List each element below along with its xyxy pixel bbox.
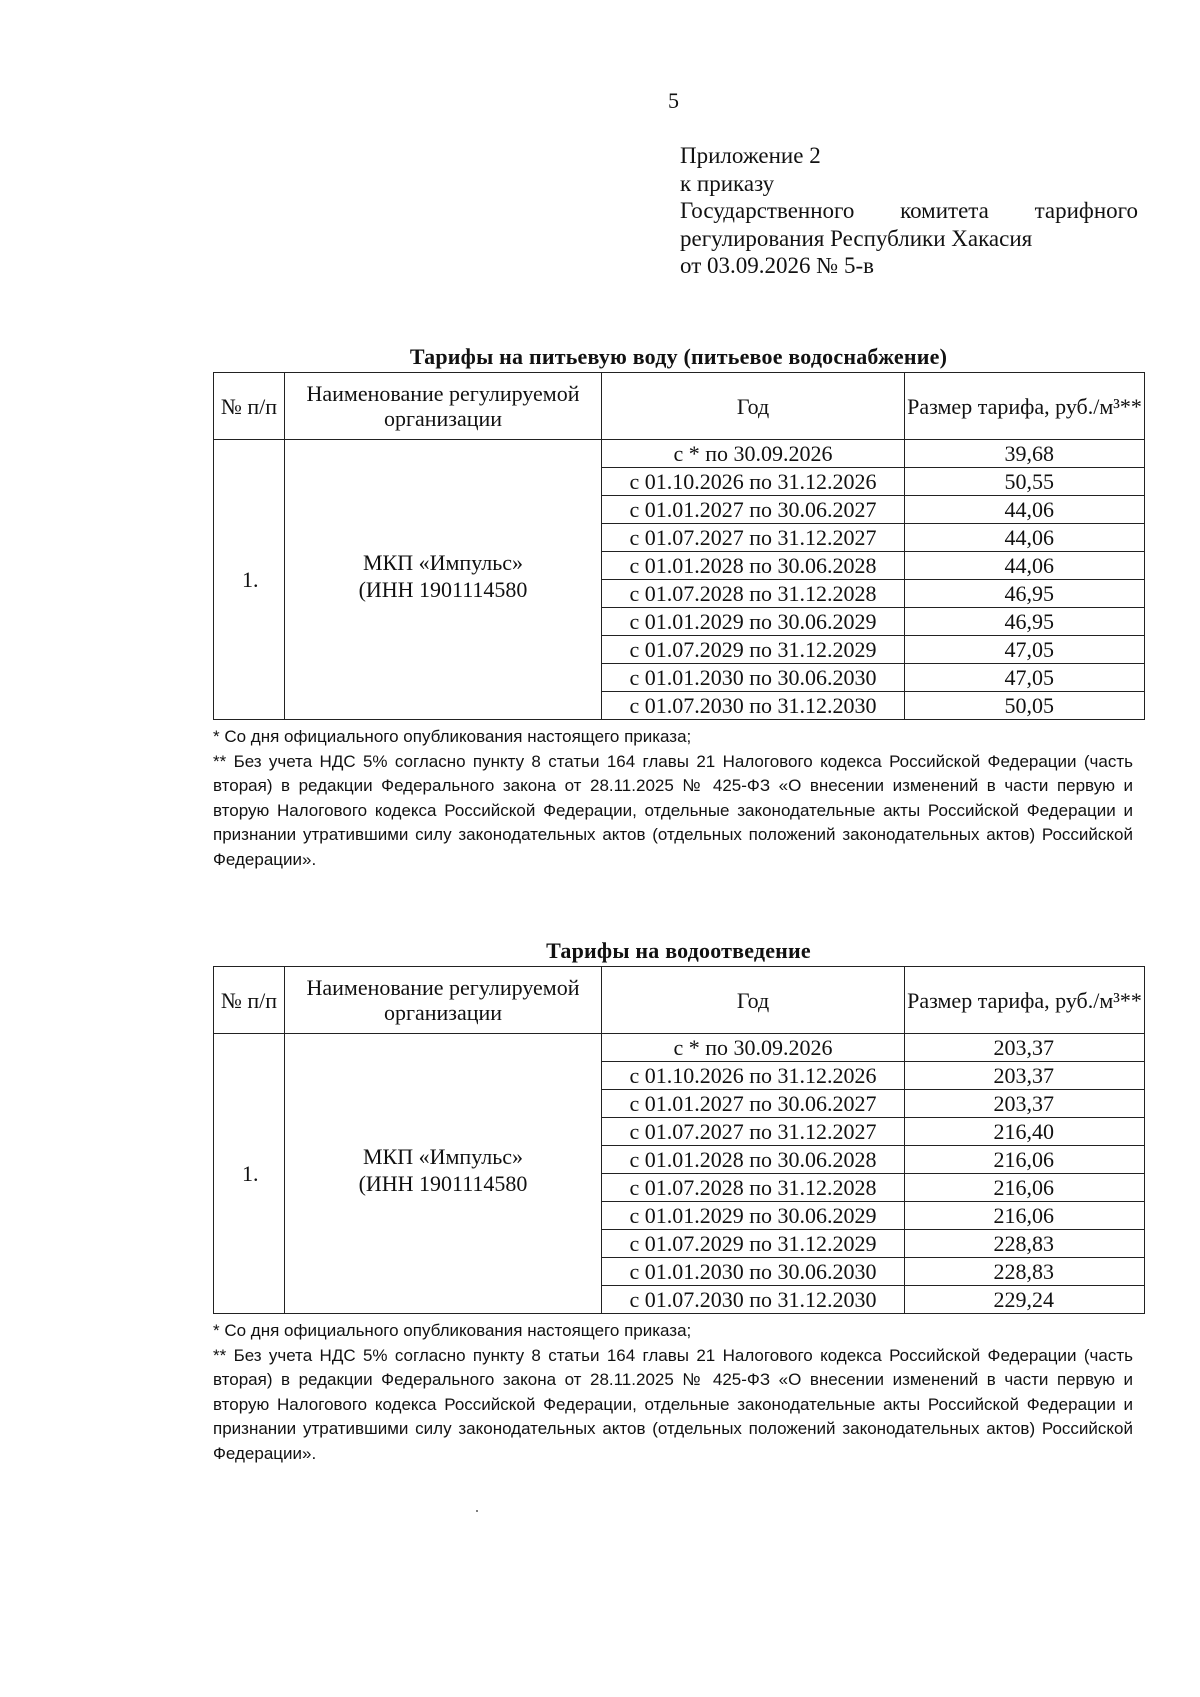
tariff-value: 216,06 — [905, 1202, 1145, 1230]
footnote-1: * Со дня официального опубликования настоящего приказа; — [213, 1321, 692, 1340]
tariff-value: 44,06 — [905, 524, 1145, 552]
table-header-row — [214, 373, 1145, 440]
period-cell: с 01.07.2027 по 31.12.2027 — [602, 524, 905, 552]
tariff-value: 46,95 — [905, 580, 1145, 608]
table-row — [214, 1034, 1145, 1062]
organization-name: МКП «Импульс» — [362, 549, 523, 575]
header-organization: Наименование регулируемой организации — [285, 967, 602, 1034]
period-cell: с 01.10.2026 по 31.12.2026 — [602, 1062, 905, 1090]
tariff-value: 216,40 — [905, 1118, 1145, 1146]
wastewater-tariff-table — [213, 966, 1145, 1314]
tariff-value: 44,06 — [905, 552, 1145, 580]
table-title: Тарифы на водоотведение — [546, 938, 811, 963]
period-cell: с 01.01.2028 по 30.06.2028 — [602, 552, 905, 580]
page-number: 5 — [668, 88, 679, 113]
wastewater-section — [213, 938, 1144, 1466]
footnote-1: * Со дня официального опубликования настоящего приказа; — [213, 727, 692, 746]
tariff-value: 44,06 — [905, 496, 1145, 524]
drinking-water-section — [213, 344, 1144, 872]
tariff-value: 229,24 — [905, 1286, 1145, 1314]
tariff-value: 47,05 — [905, 636, 1145, 664]
organization-cell — [285, 1034, 602, 1314]
period-cell: с 01.07.2030 по 31.12.2030 — [602, 692, 905, 720]
header-tariff: Размер тарифа, руб./м³** — [905, 373, 1145, 440]
header-number: № п/п — [214, 967, 285, 1034]
table-title: Тарифы на питьевую воду (питьевое водоснабжение) — [409, 344, 948, 369]
period-cell: с 01.07.2027 по 31.12.2027 — [602, 1118, 905, 1146]
footnote-2: ** Без учета НДС 5% согласно пункту 8 статьи 164 главы 21 Налогового кодекса Российской Федерации (часть вторая) в редакции Федерального закона от 28.11.2025 № 425-ФЗ «О внесении изменений в части первую и вторую Налогового кодекса Российской Федерации, отдельные законодательные акты Российской Федерации и признании утратившими силу законодательных актов (отдельных положений законодательных актов) Российской Федерации». — [213, 751, 1133, 869]
tariff-value: 228,83 — [905, 1258, 1145, 1286]
period-cell: с 01.07.2029 по 31.12.2029 — [602, 636, 905, 664]
period-cell: с 01.01.2029 по 30.06.2029 — [602, 608, 905, 636]
appendix-committee: Государственного комитета тарифного — [680, 198, 1138, 223]
period-cell: с 01.07.2028 по 31.12.2028 — [602, 1174, 905, 1202]
tariff-value: 228,83 — [905, 1230, 1145, 1258]
footnotes — [213, 1319, 1133, 1466]
row-number: 1. — [214, 1034, 285, 1314]
period-cell: с 01.01.2029 по 30.06.2029 — [602, 1202, 905, 1230]
appendix-region: регулирования Республики Хакасия — [680, 225, 1033, 251]
tariff-value: 216,06 — [905, 1146, 1145, 1174]
tariff-value: 46,95 — [905, 608, 1145, 636]
header-tariff: Размер тарифа, руб./м³** — [905, 967, 1145, 1034]
tariff-value: 203,37 — [905, 1062, 1145, 1090]
header-year: Год — [602, 967, 905, 1034]
scan-speck — [476, 1510, 478, 1512]
period-cell: с 01.07.2030 по 31.12.2030 — [602, 1286, 905, 1314]
footnote-2: ** Без учета НДС 5% согласно пункту 8 статьи 164 главы 21 Налогового кодекса Российской Федерации (часть вторая) в редакции Федерального закона от 28.11.2025 № 425-ФЗ «О внесении изменений в части первую и вторую Налогового кодекса Российской Федерации, отдельные законодательные акты Российской Федерации и признании утратившими силу законодательных актов (отдельных положений законодательных актов) Российской Федерации». — [213, 1345, 1133, 1463]
header-number: № п/п — [214, 373, 285, 440]
period-cell: с 01.01.2030 по 30.06.2030 — [602, 1258, 905, 1286]
tariff-value: 216,06 — [905, 1174, 1145, 1202]
tariff-value: 203,37 — [905, 1090, 1145, 1118]
drinking-water-tariff-table — [213, 372, 1145, 720]
tariff-value: 50,55 — [905, 468, 1145, 496]
header-year: Год — [602, 373, 905, 440]
period-cell: с 01.07.2028 по 31.12.2028 — [602, 580, 905, 608]
appendix-block — [680, 142, 1138, 280]
period-cell: с 01.01.2028 по 30.06.2028 — [602, 1146, 905, 1174]
period-cell: с 01.01.2027 по 30.06.2027 — [602, 1090, 905, 1118]
appendix-order-date: от 03.09.2026 № 5-в — [680, 253, 874, 278]
period-cell: с 01.07.2029 по 31.12.2029 — [602, 1230, 905, 1258]
tariff-value: 39,68 — [905, 440, 1145, 468]
footnotes — [213, 725, 1133, 872]
period-cell: с 01.01.2030 по 30.06.2030 — [602, 664, 905, 692]
row-number: 1. — [214, 440, 285, 720]
tariff-value: 47,05 — [905, 664, 1145, 692]
table-header-row — [214, 967, 1145, 1034]
organization-inn: (ИНН 1901114580 — [358, 1170, 528, 1196]
period-cell: с * по 30.09.2026 — [602, 1034, 905, 1062]
appendix-order-ref: к приказу — [680, 170, 775, 196]
tariff-value: 203,37 — [905, 1034, 1145, 1062]
table-row — [214, 440, 1145, 468]
period-cell: с * по 30.09.2026 — [602, 440, 905, 468]
organization-name: МКП «Импульс» — [362, 1143, 523, 1169]
period-cell: с 01.10.2026 по 31.12.2026 — [602, 468, 905, 496]
period-cell: с 01.01.2027 по 30.06.2027 — [602, 496, 905, 524]
organization-inn: (ИНН 1901114580 — [358, 576, 528, 602]
tariff-value: 50,05 — [905, 692, 1145, 720]
header-organization: Наименование регулируемой организации — [285, 373, 602, 440]
appendix-title: Приложение 2 — [680, 143, 821, 168]
organization-cell — [285, 440, 602, 720]
